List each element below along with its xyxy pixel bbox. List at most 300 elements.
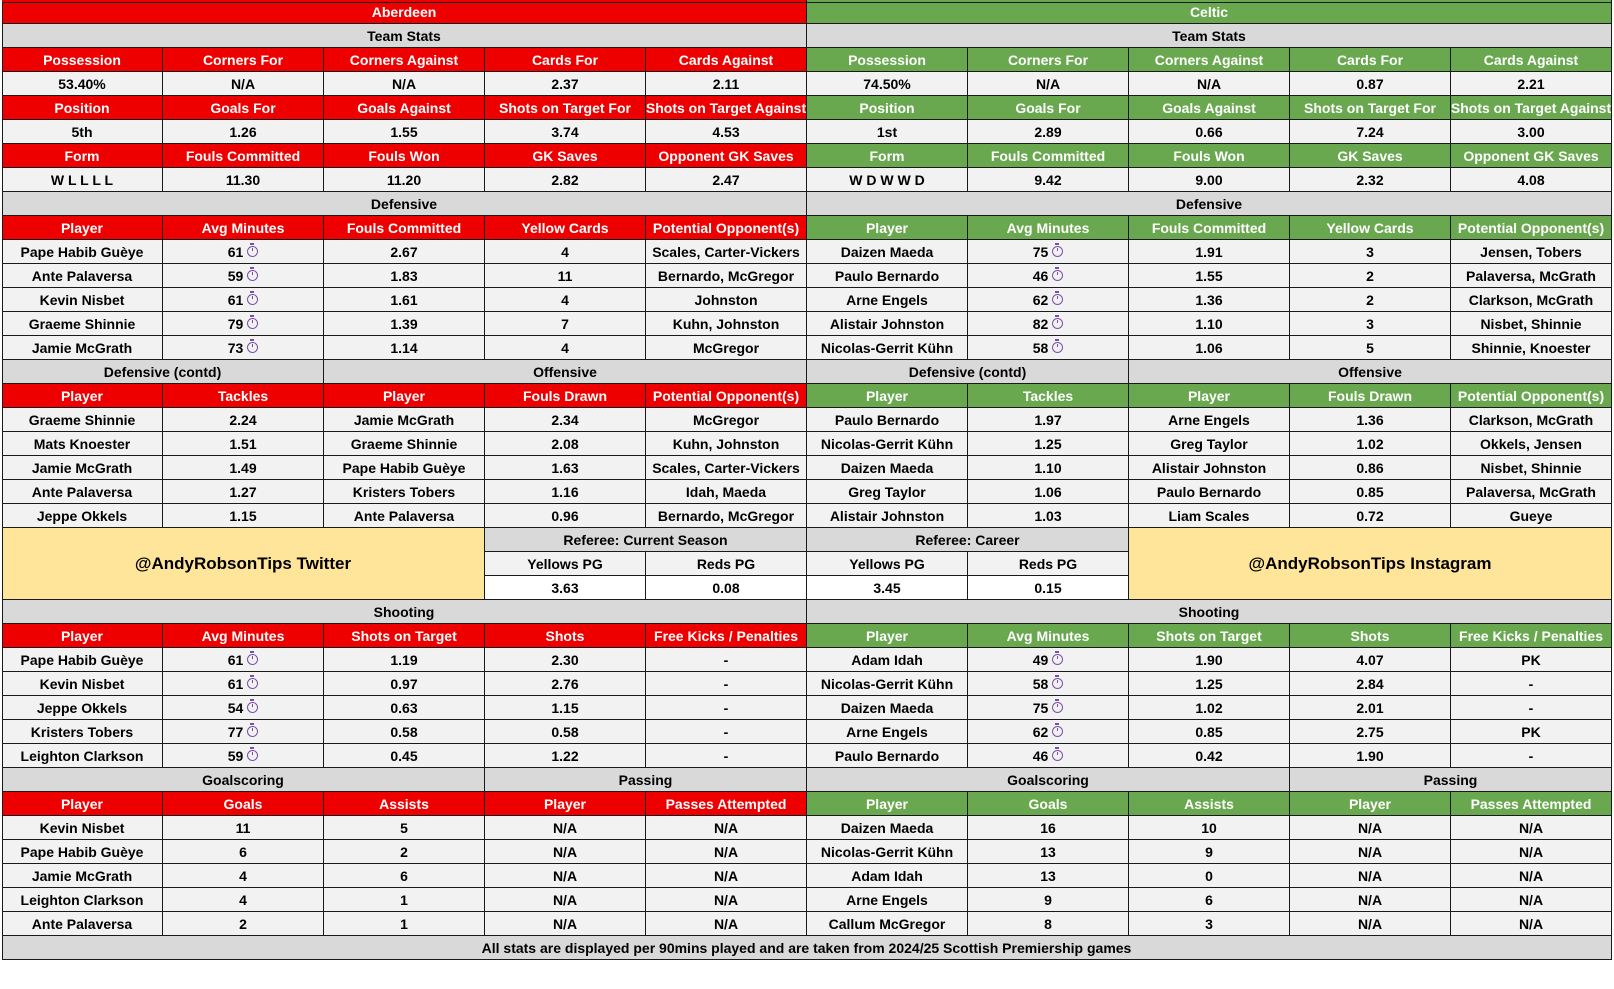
stat-value [485, 672, 646, 696]
player-name-text: Paulo Bernardo [1156, 483, 1262, 500]
stat-value [1129, 288, 1290, 312]
player-name-text: Kristers Tobers [30, 723, 134, 740]
stat-value-text: 1.25 [1034, 435, 1062, 452]
player-name [807, 888, 968, 912]
stat-value-text: 59 [227, 267, 244, 284]
stat-value-text: 0.08 [712, 579, 740, 596]
stat-value-text: 0.66 [1195, 123, 1223, 140]
column-header-text: Player [543, 795, 587, 812]
stat-value [485, 72, 646, 96]
stat-value-text: 3 [1366, 315, 1374, 332]
stat-value-text: W D W W D [849, 171, 925, 188]
stat-value [1451, 504, 1612, 528]
column-header [968, 144, 1129, 168]
section-title [2, 360, 324, 384]
stat-value [968, 888, 1129, 912]
column-header-text: Player [865, 795, 909, 812]
stat-value-text: Shinnie, Knoester [1471, 339, 1591, 356]
stat-value-text: N/A [552, 891, 578, 908]
column-header [646, 144, 807, 168]
stat-value [2, 120, 163, 144]
player-name [807, 264, 968, 288]
stat-value [968, 264, 1129, 288]
column-header [1451, 96, 1612, 120]
stat-value-text: 0.72 [1356, 507, 1384, 524]
stat-value [163, 816, 324, 840]
stat-value [646, 432, 807, 456]
stat-value [485, 744, 646, 768]
column-header [163, 216, 324, 240]
player-name [2, 864, 163, 888]
stat-value [646, 480, 807, 504]
stopwatch-icon [1052, 750, 1063, 761]
stat-value [1290, 288, 1451, 312]
column-header-text: Potential Opponent(s) [652, 219, 800, 236]
stat-value [1290, 504, 1451, 528]
column-header-text: Shots on Target Against [1451, 99, 1612, 116]
team-name-home-text: Aberdeen [371, 3, 437, 20]
stat-value [1129, 840, 1290, 864]
stat-value-text: N/A [230, 75, 256, 92]
team-name-home [2, 0, 807, 24]
stat-value-text: 73 [227, 339, 244, 356]
column-header [1451, 48, 1612, 72]
player-name [807, 480, 968, 504]
stat-value-text: Bernardo, McGregor [657, 507, 795, 524]
stat-value-text: 10 [1201, 819, 1217, 836]
column-header-text: Avg Minutes [201, 627, 285, 644]
stat-value-text: - [723, 675, 729, 692]
player-name [807, 240, 968, 264]
stat-value-text: 75 [1032, 243, 1049, 260]
stat-value-text: 4.07 [1356, 651, 1384, 668]
stat-value-text: 4.53 [712, 123, 740, 140]
column-header [1290, 624, 1451, 648]
section-title-text: Shooting [373, 603, 435, 620]
stat-value [1451, 648, 1612, 672]
stat-value-text: 77 [227, 723, 244, 740]
player-name-text: Leighton Clarkson [20, 747, 144, 764]
stat-value [324, 672, 485, 696]
player-name-text: Nicolas-Gerrit Kühn [820, 675, 954, 692]
stopwatch-icon [1052, 246, 1063, 257]
stat-value [324, 744, 485, 768]
stat-value-text: 11 [557, 267, 573, 284]
column-header-text: Opponent GK Saves [658, 147, 794, 164]
section-title-text: Goalscoring [1007, 771, 1089, 788]
stopwatch-icon [247, 270, 258, 281]
column-header [968, 552, 1129, 576]
section-title-text: Defensive [370, 195, 438, 212]
stat-value [1129, 312, 1290, 336]
stat-value-text: Idah, Maeda [685, 483, 767, 500]
player-name [2, 264, 163, 288]
stat-value-text: Nisbet, Shinnie [1480, 315, 1582, 332]
stat-value [646, 816, 807, 840]
column-header-text: Yellow Cards [1326, 219, 1414, 236]
stat-value-text: 1.16 [551, 483, 579, 500]
section-title [807, 192, 1612, 216]
player-name-text: Kevin Nisbet [39, 675, 125, 692]
stopwatch-icon [1052, 654, 1063, 665]
column-header-text: Shots on Target [351, 627, 457, 644]
column-header-text: Form [869, 147, 905, 164]
column-header [2, 48, 163, 72]
stat-value [968, 696, 1129, 720]
stat-value-text: Jensen, Tobers [1480, 243, 1582, 260]
player-name-text: Ante Palaversa [31, 483, 133, 500]
column-header-text: Yellows PG [527, 555, 603, 572]
stat-value-text: 2.21 [1517, 75, 1545, 92]
stat-value [1129, 816, 1290, 840]
stat-value [968, 240, 1129, 264]
stat-value [163, 120, 324, 144]
column-header [646, 384, 807, 408]
stat-value [1290, 744, 1451, 768]
stat-value [324, 336, 485, 360]
stat-value [968, 408, 1129, 432]
stat-value-text: 1.27 [229, 483, 257, 500]
column-header-text: Fouls Committed [1151, 219, 1267, 236]
column-header [968, 48, 1129, 72]
column-header [1290, 48, 1451, 72]
stat-value [1290, 456, 1451, 480]
instagram-promo-text: @AndyRobsonTips Instagram [1248, 553, 1492, 573]
stat-value-text: 5 [400, 819, 408, 836]
stat-value-text: 1.03 [1034, 507, 1062, 524]
stat-value [1129, 696, 1290, 720]
stat-value [646, 72, 807, 96]
stat-value-text: 0.85 [1356, 483, 1384, 500]
stat-value-text: 1.25 [1195, 675, 1223, 692]
stat-value-text: 2.32 [1356, 171, 1384, 188]
stat-value [324, 864, 485, 888]
player-name-text: Kevin Nisbet [39, 819, 125, 836]
stat-value [968, 312, 1129, 336]
stopwatch-icon [247, 318, 258, 329]
column-header-text: Passes Attempted [665, 795, 787, 812]
stat-value-text: 4 [561, 243, 569, 260]
stat-value [163, 912, 324, 936]
stat-value-text: 59 [227, 747, 244, 764]
column-header-text: Goals Against [1162, 99, 1256, 116]
stat-value-text: 1.15 [229, 507, 257, 524]
column-header [485, 552, 646, 576]
player-name [807, 312, 968, 336]
stat-value [163, 744, 324, 768]
column-header [1451, 792, 1612, 816]
stat-value-text: 1.10 [1195, 315, 1223, 332]
stat-value [968, 912, 1129, 936]
stat-value [1129, 864, 1290, 888]
stat-value [163, 168, 324, 192]
stat-value-text: 9.42 [1034, 171, 1062, 188]
column-header [1129, 96, 1290, 120]
column-header-text: Player [1348, 795, 1392, 812]
stat-value [646, 576, 807, 600]
column-header [807, 216, 968, 240]
stat-value [163, 456, 324, 480]
player-name [2, 312, 163, 336]
stat-value-text: Kuhn, Johnston [672, 315, 780, 332]
column-header [1451, 384, 1612, 408]
stat-value [1129, 72, 1290, 96]
player-name [2, 240, 163, 264]
section-title [1290, 768, 1612, 792]
column-header-text: Player [865, 627, 909, 644]
player-name-text: Jamie McGrath [353, 411, 455, 428]
stat-value [968, 816, 1129, 840]
stat-value [1129, 264, 1290, 288]
column-header-text: Potential Opponent(s) [652, 387, 800, 404]
stat-value [968, 576, 1129, 600]
column-header-text: Shots on Target [1156, 627, 1262, 644]
stat-value-text: 2.47 [712, 171, 740, 188]
stat-value [163, 72, 324, 96]
stat-value-text: Clarkson, McGrath [1468, 411, 1594, 428]
column-header-text: Avg Minutes [201, 219, 285, 236]
stat-value-text: Clarkson, McGrath [1468, 291, 1594, 308]
section-title [1129, 360, 1612, 384]
column-header [646, 624, 807, 648]
stat-value-text: 1.90 [1356, 747, 1384, 764]
twitter-promo [2, 528, 485, 600]
player-name-text: Graeme Shinnie [28, 411, 136, 428]
stat-value-text: 2.24 [229, 411, 257, 428]
stat-value-text: 2 [1366, 267, 1374, 284]
stat-value [324, 912, 485, 936]
column-header [646, 552, 807, 576]
stat-value-text: 61 [227, 651, 244, 668]
player-name [807, 672, 968, 696]
stat-value [324, 840, 485, 864]
column-header-text: Shots [1350, 627, 1390, 644]
stat-value-text: 1.63 [551, 459, 579, 476]
footer-note-text: All stats are displayed per 90mins played and are taken from 2024/25 Scottish Premiership games [481, 939, 1132, 956]
column-header-text: Tackles [1022, 387, 1074, 404]
stat-value [324, 288, 485, 312]
column-header-text: Avg Minutes [1006, 627, 1090, 644]
column-header [968, 792, 1129, 816]
stat-value-text: 2 [1366, 291, 1374, 308]
stat-value [163, 264, 324, 288]
stat-value [324, 264, 485, 288]
section-title-text: Goalscoring [202, 771, 284, 788]
column-header-text: Cards Against [678, 51, 774, 68]
column-header-text: GK Saves [532, 147, 598, 164]
player-name [1129, 504, 1290, 528]
player-name [324, 504, 485, 528]
stat-value-text: McGregor [692, 339, 760, 356]
player-name-text: Pape Habib Guèye [20, 243, 144, 260]
stat-value-text: 11 [235, 819, 251, 836]
player-name-text: Kevin Nisbet [39, 291, 125, 308]
stat-value-text: 2.76 [551, 675, 579, 692]
stat-value-text: Gueye [1509, 507, 1553, 524]
player-name-text: Jeppe Okkels [36, 507, 128, 524]
stat-value-text: 2.75 [1356, 723, 1384, 740]
stat-value-text: N/A [1518, 915, 1544, 932]
column-header-text: Yellows PG [849, 555, 925, 572]
stat-value [1451, 264, 1612, 288]
stat-value-text: 0.15 [1034, 579, 1062, 596]
stat-value-text: 1.49 [229, 459, 257, 476]
section-title [2, 768, 485, 792]
column-header [2, 384, 163, 408]
player-name [2, 336, 163, 360]
player-name [807, 864, 968, 888]
stat-value [1290, 696, 1451, 720]
column-header-text: Player [60, 795, 104, 812]
column-header [807, 48, 968, 72]
stat-value-text: 2 [239, 915, 247, 932]
column-header-text: Cards Against [1483, 51, 1579, 68]
player-name-text: Arne Engels [1168, 411, 1250, 428]
column-header-text: Passes Attempted [1470, 795, 1592, 812]
player-name-text: Jamie McGrath [31, 867, 133, 884]
column-header [2, 144, 163, 168]
stat-value [1129, 120, 1290, 144]
stat-value-text: N/A [1518, 891, 1544, 908]
stopwatch-icon [1052, 726, 1063, 737]
referee-current-title-text: Referee: Current Season [563, 531, 728, 548]
player-name-text: Pape Habib Guèye [342, 459, 466, 476]
section-title-text: Team Stats [1172, 27, 1246, 44]
stat-value-text: 74.50% [863, 75, 911, 92]
stat-value [807, 120, 968, 144]
player-name [2, 744, 163, 768]
column-header-text: Fouls Committed [185, 147, 301, 164]
stat-value [1451, 816, 1612, 840]
stat-value-text: McGregor [692, 411, 760, 428]
column-header-text: Avg Minutes [1006, 219, 1090, 236]
player-name-text: Nicolas-Gerrit Kühn [820, 435, 954, 452]
stat-value [968, 120, 1129, 144]
stat-value-text: 61 [227, 675, 244, 692]
stat-value [1129, 168, 1290, 192]
stat-value-text: N/A [1196, 75, 1222, 92]
stat-value [1290, 864, 1451, 888]
stopwatch-icon [1052, 678, 1063, 689]
column-header [646, 96, 807, 120]
stat-value-text: 11.30 [225, 171, 261, 188]
stat-value-text: 4 [239, 891, 247, 908]
stat-value-text: N/A [552, 843, 578, 860]
player-name-text: Daizen Maeda [840, 243, 934, 260]
column-header [324, 384, 485, 408]
stat-value-text: 6 [239, 843, 247, 860]
stat-value-text: 54 [227, 699, 244, 716]
stat-value-text: 1.90 [1195, 651, 1223, 668]
column-header [485, 216, 646, 240]
player-name-text: Alistair Johnston [829, 315, 945, 332]
stat-value [1451, 336, 1612, 360]
stat-value [968, 840, 1129, 864]
stat-value [1290, 120, 1451, 144]
player-name-text: Daizen Maeda [840, 819, 934, 836]
stat-value-text: PK [1521, 651, 1541, 668]
stat-value [1451, 408, 1612, 432]
stat-value [485, 816, 646, 840]
player-name [2, 840, 163, 864]
player-name-text: Arne Engels [846, 723, 928, 740]
column-header-text: Shots on Target Against [646, 99, 807, 116]
column-header [2, 792, 163, 816]
stat-value [324, 240, 485, 264]
player-name-text: Leighton Clarkson [20, 891, 144, 908]
column-header [807, 792, 968, 816]
stat-value [485, 288, 646, 312]
section-title [324, 360, 807, 384]
stat-value-text: 1.22 [551, 747, 579, 764]
stat-value [646, 408, 807, 432]
column-header-text: Player [865, 387, 909, 404]
column-header [485, 792, 646, 816]
column-header-text: Player [60, 387, 104, 404]
player-name [2, 288, 163, 312]
stat-value [646, 336, 807, 360]
player-name [2, 912, 163, 936]
stat-value-text: 0.85 [1195, 723, 1223, 740]
column-header-text: Potential Opponent(s) [1457, 219, 1605, 236]
stat-value [485, 120, 646, 144]
stat-value-text: 1.51 [229, 435, 257, 452]
column-header [1451, 624, 1612, 648]
stat-value [1451, 168, 1612, 192]
team-name-away-text: Celtic [1189, 3, 1229, 20]
stat-value-text: N/A [713, 891, 739, 908]
player-name [2, 720, 163, 744]
stat-value [1451, 120, 1612, 144]
stat-value [163, 504, 324, 528]
stat-value-text: 1.26 [229, 123, 257, 140]
column-header [324, 144, 485, 168]
stat-value [1129, 648, 1290, 672]
stats-grid [2, 0, 1612, 960]
stat-value-text: 46 [1032, 267, 1049, 284]
stat-value-text: 82 [1032, 315, 1049, 332]
stat-value [163, 696, 324, 720]
player-name-text: Ante Palaversa [31, 915, 133, 932]
player-name [807, 336, 968, 360]
column-header [968, 216, 1129, 240]
stat-value-text: 0.63 [390, 699, 418, 716]
stat-value [485, 168, 646, 192]
stat-value [163, 336, 324, 360]
stat-value [1129, 336, 1290, 360]
column-header [968, 384, 1129, 408]
stat-value [485, 720, 646, 744]
stopwatch-icon [247, 342, 258, 353]
stat-value-text: 1.02 [1195, 699, 1223, 716]
stat-value-text: 1 [400, 891, 408, 908]
player-name [807, 696, 968, 720]
stat-value [646, 312, 807, 336]
stat-value-text: 13 [1040, 867, 1056, 884]
player-name [2, 456, 163, 480]
stat-value-text: 79 [227, 315, 244, 332]
stat-value-text: 4 [561, 291, 569, 308]
column-header [1129, 792, 1290, 816]
column-header-text: Form [64, 147, 100, 164]
stat-value-text: 1.91 [1195, 243, 1223, 260]
section-title-text: Passing [1423, 771, 1478, 788]
stat-value [646, 888, 807, 912]
column-header [1129, 384, 1290, 408]
column-header-text: Fouls Drawn [1327, 387, 1412, 404]
stopwatch-icon [247, 294, 258, 305]
stat-value-text: N/A [391, 75, 417, 92]
